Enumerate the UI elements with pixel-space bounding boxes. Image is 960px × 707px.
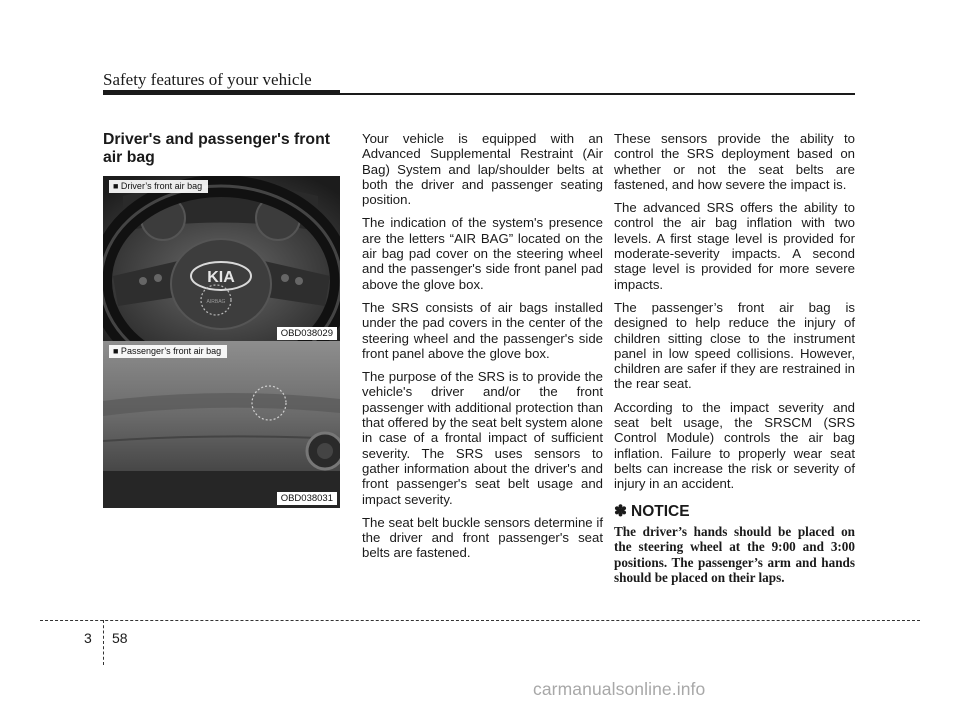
- passenger-figure-caption: ■ Passenger’s front air bag: [109, 345, 227, 358]
- notice-icon: ✽: [614, 502, 627, 520]
- header-title: Safety features of your vehicle: [103, 70, 312, 89]
- driver-figure-caption: ■ Driver’s front air bag: [109, 180, 208, 193]
- section-title: Driver's and passenger's front air bag: [103, 131, 330, 166]
- paragraph: These sensors provide the ability to control the SRS deployment based on whether or not the seat belts are fastened, and how severe the impact is.: [614, 131, 855, 192]
- driver-figure-code: OBD038029: [277, 327, 337, 340]
- notice-heading: [614, 504, 855, 519]
- notice-title: NOTICE: [631, 502, 690, 520]
- footer-divider: [103, 620, 104, 665]
- paragraph: Your vehicle is equipped with an Advanced Supplemental Restraint (Air Bag) System and lap/shoulder belts at both the driver and passenger seating position.: [362, 131, 603, 208]
- steering-wheel-illustration: [103, 176, 340, 343]
- passenger-dashboard-illustration: [103, 341, 340, 508]
- paragraph: According to the impact severity and seat belt usage, the SRSCM (SRS Control Module) controls the air bag inflation. Failure to properly wear seat belts can increase the risk or severity of injury in an accident.: [614, 399, 855, 492]
- footer-rule: [40, 620, 920, 621]
- paragraph: The seat belt buckle sensors determine if the driver and front passenger's seat belts are fastened.: [362, 514, 603, 561]
- column-2: [362, 131, 603, 569]
- notice-text: The driver’s hands should be placed on the steering wheel at the 9:00 and 3:00 positions. The passenger’s arm and hands should be placed on their laps.: [614, 523, 855, 586]
- paragraph: The advanced SRS offers the ability to control the air bag inflation with two levels. A first stage level is provided for moderate-severity impacts. A second stage level is provided for more severe impacts.: [614, 200, 855, 292]
- paragraph: The indication of the system's presence are the letters “AIR BAG” located on the air bag pad cover on the steering wheel and the passenger's side front panel pad above the glove box.: [362, 215, 603, 292]
- paragraph: The purpose of the SRS is to provide the vehicle's driver and/or the front passenger with additional protection than that offered by the seat belt system alone in case of a frontal impact of sufficient severity. The SRS uses sensors to gather information about the driver's and front passenger's seat belt usage and impact severity.: [362, 369, 603, 507]
- header-rule: [103, 93, 855, 95]
- paragraph: The passenger’s front air bag is designed to help reduce the injury of children sitting close to the instrument panel in low speed collisions. However, children are safer if they are restrained in the rear seat.: [614, 299, 855, 392]
- chapter-number: 3: [84, 630, 92, 646]
- page-number: 58: [112, 630, 128, 646]
- kia-emblem: KIA: [207, 269, 235, 286]
- paragraph: The SRS consists of air bags installed under the pad covers in the center of the steering wheel and the passenger's side front panel above the glove box.: [362, 299, 603, 361]
- passenger-airbag-figure: [103, 341, 340, 508]
- watermark: carmanualsonline.info: [533, 679, 706, 699]
- passenger-figure-code: OBD038031: [277, 492, 337, 505]
- airbag-pad-label: AIRBAG: [206, 299, 226, 305]
- driver-airbag-figure: [103, 176, 340, 343]
- column-3: [614, 131, 855, 586]
